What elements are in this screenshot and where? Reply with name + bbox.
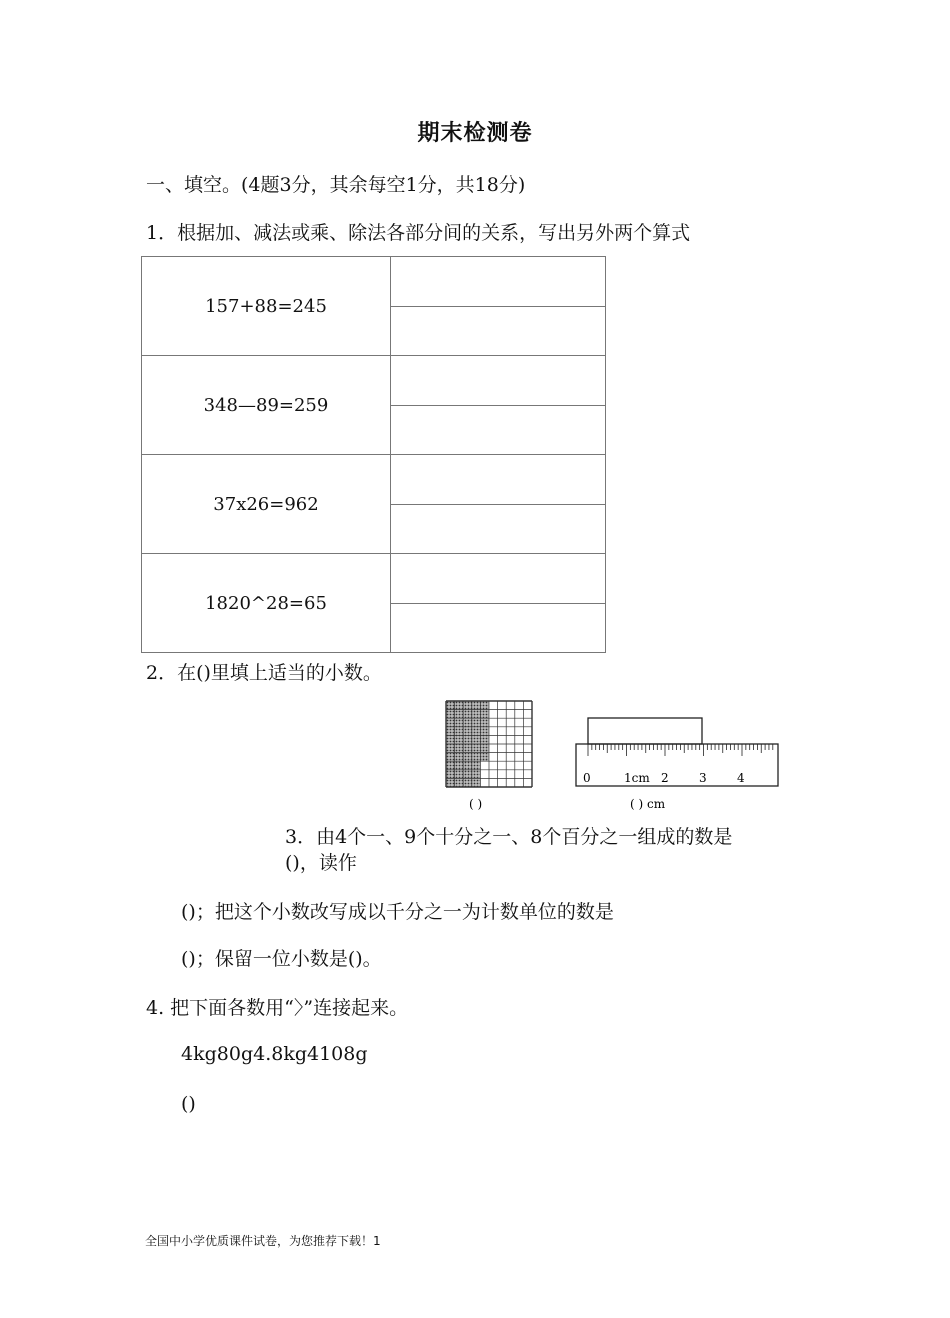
equation-cell: 1820^28=65 xyxy=(142,554,391,653)
ruler-figure xyxy=(572,712,784,816)
question-3-line-3: ()；把这个小数改写成以千分之一为计数单位的数是 xyxy=(181,901,614,923)
page-title: 期末检测卷 xyxy=(417,120,533,146)
answer-blank[interactable] xyxy=(391,405,606,455)
question-3-line-1: 3．由4个一、9个十分之一、8个百分之一组成的数是 xyxy=(285,826,733,848)
table-row xyxy=(142,257,606,307)
ruler-body xyxy=(576,744,778,786)
measured-bar xyxy=(588,718,702,744)
equation-cell: 157+88=245 xyxy=(142,257,391,356)
table-row xyxy=(142,455,606,505)
question-3-line-4: ()；保留一位小数是()。 xyxy=(181,948,382,970)
answer-blank[interactable] xyxy=(391,504,606,554)
equation-cell: 348—89=259 xyxy=(142,356,391,455)
page-footer: 全国中小学优质课件试卷，为您推荐下载！1 xyxy=(145,1234,381,1248)
question-2-text: 2．在()里填上适当的小数。 xyxy=(146,662,382,684)
answer-blank[interactable] xyxy=(391,455,606,505)
ruler-answer-blank: ( ) cm xyxy=(630,797,666,811)
answer-blank[interactable] xyxy=(391,306,606,356)
answer-blank[interactable] xyxy=(391,603,606,653)
answer-blank[interactable] xyxy=(391,257,606,307)
question-4-answer-blank[interactable]: () xyxy=(181,1093,196,1115)
table-row xyxy=(142,356,606,406)
ruler-label-3: 3 xyxy=(699,771,707,785)
ruler-label-4: 4 xyxy=(737,771,745,785)
table-row xyxy=(142,554,606,604)
answer-blank[interactable] xyxy=(391,554,606,604)
question-1-text: 1．根据加、减法或乘、除法各部分间的关系，写出另外两个算式 xyxy=(146,222,691,244)
question-3-line-2: ()，读作 xyxy=(285,852,357,874)
ruler-label-0: 0 xyxy=(583,771,591,785)
relation-table xyxy=(141,256,606,653)
section-heading: 一、填空。(4题3分，其余每空1分，共18分) xyxy=(146,174,526,196)
ruler-label-2: 2 xyxy=(661,771,669,785)
hundred-grid-figure xyxy=(440,695,540,815)
equation-cell: 37x26=962 xyxy=(142,455,391,554)
question-4-text: 4. 把下面各数用“〉”连接起来。 xyxy=(146,997,409,1019)
answer-blank[interactable] xyxy=(391,356,606,406)
question-4-numbers: 4kg80g4.8kg4108g xyxy=(181,1043,368,1065)
ruler-label-1cm: 1cm xyxy=(624,771,650,785)
grid-answer-blank: ( ) xyxy=(469,797,483,811)
